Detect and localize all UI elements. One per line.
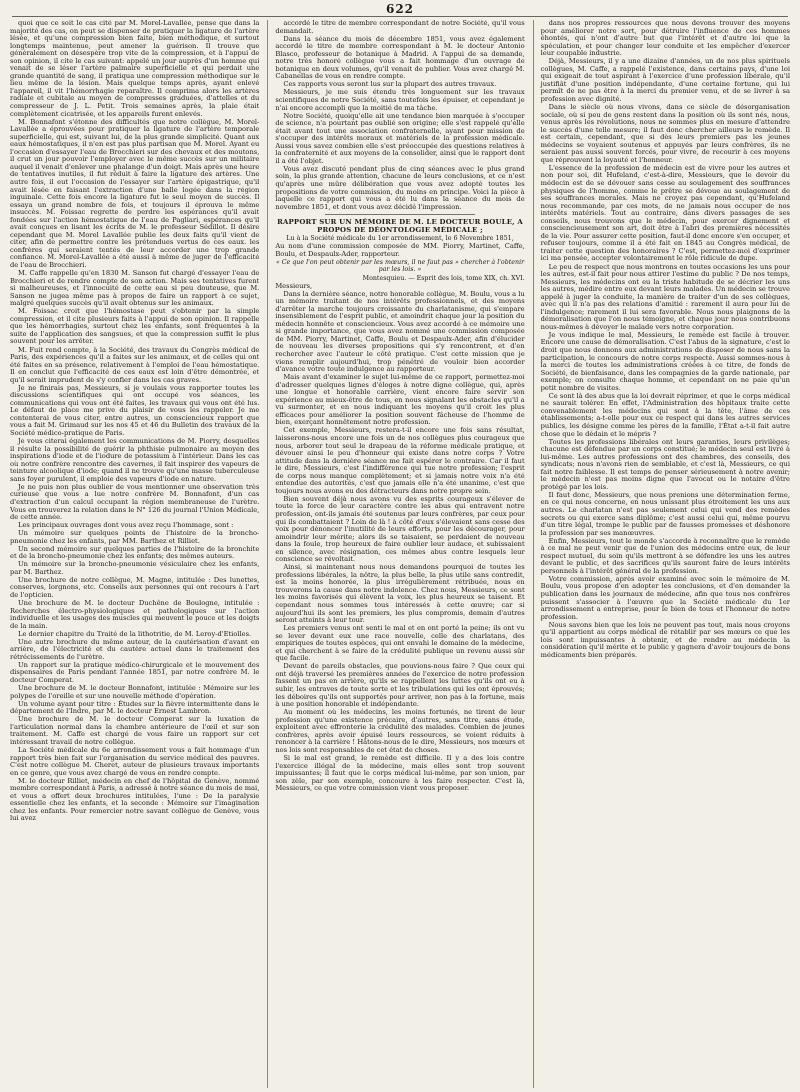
paragraph: Ainsi, si maintenant nous nous demandons pourquoi de toutes les professions libérales, la nôtre, la plus belle, la plus utile sans contredit, est la moins honorée, la plus irrégulièrement rétribuée, nous en trouverons la cause dans notre indolence. Chez nous, Messieurs, ce sont les moins favorisés qui élèvent la voix, les plus heureux se taisent. Et cependant nous sommes tous intéressés à cette œuvre; car si aujourd'hui ils sont les premiers, les plus compromis, demain d'autres seront atteints à leur tour. [275, 563, 525, 625]
epigraph: « Ce que l'on peut obtenir par les mœurs, il ne faut pas » chercher à l'obtenir par les lois. » [275, 258, 525, 274]
paragraph: Une brochure de M. le docteur Duchêne de Boulogne, intitulée : Recherches électro-physiologiques et pathologiques sur l'action individuelle et les usages des muscles qui meuvent le pouce et les doigts de la main. [10, 599, 260, 630]
paragraph: Une autre brochure du même auteur, de la cautérisation d'avant en arrière, de l'électricité et du cautère actuel dans le traitement des rétrécissements de l'urètre. [10, 637, 260, 661]
paragraph: Il faut donc, Messieurs, que nous prenions une détermination ferme, en ce qui nous concerne, en nous unissant plus étroitement les uns aux autres. Le charlatan n'est pas seulement celui qui vend des remèdes secrets ou qui exerce sans diplôme; c'est aussi celui qui, même pourvu d'un titre légal, trompe le public par de fausses promesses et déshonore la profession par ses manœuvres. [540, 490, 790, 537]
paragraph: Un mémoire sur quelques points de l'histoire de la broncho-pneumonie chez les enfants, par MM. Barthez et Rilliet. [10, 529, 260, 545]
paragraph: Une brochure de M. le docteur Comperat sur la luxation de l'articulation normal dans la chambre antérieure de l'œil et sur son traitement. M. Caffe est chargé de vous faire un rapport sur cet intéressant travail de notre collègue. [10, 715, 260, 746]
paragraph: Nous savons bien que les lois ne peuvent pas tout, mais nous croyons qu'il appartient au corps médical de rétablir par ses mœurs ce que les lois sont impuissantes à obtenir, et de rendre au médecin la considération qu'il mérite et le public y gagnera d'avoir toujours de bons médicaments bien préparés. [540, 620, 790, 659]
paragraph: Un second mémoire sur quelques parties de l'histoire de la bronchite et de la broncho-pneumonie chez les enfants; des mêmes auteurs. [10, 544, 260, 561]
paragraph: Dans la séance du mois de décembre 1851, vous avez également accordé le titre de membre correspondant à M. le docteur Antonio Blasco, professeur de botanique à Madrid. A l'appui de sa demande, notre très honoré collègue vous a fait hommage d'un ouvrage de botanique en deux volumes, qu'il venait de publier. Vous avez chargé M. Cabanellas de vous en rendre compte. [275, 34, 525, 81]
paragraph: M. Caffe rappelle qu'en 1830 M. Sanson fut chargé d'essayer l'eau de Brocchieri et de rendre compte de son action. Mais ses tentatives furent si malheureuses, et l'innocuité de cette eau si peu douteuse, que M. Sanson ne jugea même pas à propos de faire un rapport à ce sujet, malgré quelques succès qu'il avait obtenus sur les animaux. [10, 269, 260, 308]
paragraph: Une brochure de M. le docteur Bonnafont, intitulée : Mémoire sur les polypes de l'oreille et sur une nouvelle méthode d'opération. [10, 684, 260, 700]
report-body [275, 291, 524, 793]
epigraph-source: Montesquieu. — Esprit des lois, tome XIX, ch. XVI. [362, 274, 525, 282]
paragraph: quoi que ce soit le cas cité par M. Morel-Lavallée, pense que dans la majorité des cas, on peut se dispenser de pratiquer la ligature de l'artère lésée, et qu'une compression bien faite, bien méthodique, et surtout longtemps maintenue, peut amener la guérison. Il trouve que généralement on désespère trop vite de la compression, et à l'appui de son opinion, il cite le cas suivant: appelé un jour auprès d'un homme qui venait de se léser l'artère palmaire superficielle et qui perdait une grande quantité de sang, il pratiqua une compression méthodique sur le lieu même de la lésion. Mais quelque temps après, ayant enlevé l'appareil, il vit l'hémorrhagie reparaître. Il comprima alors les artères radiale et cubitale au moyen de compresses graduées, d'attelles et du compresseur de J. L. Petit. Trois semaines après, la plaie était complètement cicatrisée, et les appareils furent enlevés. [10, 20, 260, 118]
paragraph: Les premiers venus ont senti le mal et en ont porté la peine; ils ont vu se lever devant eux une race nouvelle, celle des charlatans, des empiriques de toutes espèces, qui ont envahi le domaine de la médecine, et qui cherchent à se faire de la crédulité publique un revenu aussi sûr que facile. [275, 624, 525, 663]
paragraph: accordé le titre de membre correspondant de notre Société, qu'il vous demandait. [275, 20, 525, 35]
header-rule [12, 16, 788, 17]
paragraph: M. le docteur Rilliet, médecin en chef de l'hôpital de Genève, nommé membre correspondant à Paris, a adressé à notre séance du mois de mai, et vous a offert deux brochures intitulées, l'une : De la paralysie essentielle chez les enfants, et la seconde : Mémoire sur l'imagination chez les enfants. Pour remercier notre savant collègue de Genève, vous lui avez [10, 776, 260, 823]
paragraph: Le peu de respect que nous montrons en toutes occasions les uns pour les autres, est-il fait pour nous attirer l'estime du public ? De nos temps, Messieurs, les médecins ont eu la triste habitude de se décrier les uns les autres, médire entre eux devant leurs malades. Un médecin se trouve appelé à juger la conduite, la manière de traiter d'un de ses collègues, avec qui il n'a pas des relations d'amitié : rarement il aura pour lui de l'indulgence; rarement il lui sera favorable. Nous nous plaignons de la démoralisation que l'on nous témoigne, et chaque jour nous contribuons nous-mêmes à dévoyer le malade vers notre corporation. [540, 262, 790, 331]
paragraph: dans nos propres ressources que nous devons trouver des moyens pour améliorer notre sort, pour détruire l'influence de ces hommes éhontés, qui n'ont d'autre but que l'intérêt et d'autre loi que la spéculation, et pour changer leur conduite et les empêcher d'exercer leur coupable industrie. [540, 20, 790, 58]
paragraph: Si le mal est grand, le remède est difficile. Il y a des lois contre l'exercice illégal de la médecine, mais elles sont trop souvent impuissantes; il faut que le corps médical lui-même, par son union, par son zèle, par son exemple, concoure à les faire respecter. C'est là, Messieurs, ce que votre commission vient vous proposer. [275, 753, 525, 793]
paragraph: M. Foissac croit que l'hémostase peut s'obtenir par la simple compression, et il cite plusieurs faits à l'appui de son opinion. Il rappelle que les hémorrhagies, surtout chez les enfants, sont fréquentes à la suite de l'application des sangsues, et que la compression suffit le plus souvent pour les arrêter. [10, 307, 260, 346]
paragraph: Vous avez discuté pendant plus de cinq séances avec le plus grand soin, la plus grande attention, chacune de leurs conclusions, et ce n'est qu'après une mûre délibération que vous avez adopté toutes les propositions de votre commission, du moins en principe. Voici la pièce à laquelle ce rapport qui vous a été lu dans la séance du mois de novembre 1851, et dont vous avez décidé l'impression. [275, 164, 525, 211]
paragraph: Dans le siècle où nous vivons, dans ce siècle de désorganisation sociale, où si peu de gens restent dans la position où ils sont nés, nous, venus après les révolutions, nous ne sommes plus en mesure d'attendre le succès d'une telle mesure; il faut donc chercher ailleurs le remède. Il est certain, cependant, que si dès leurs premiers pas les jeunes médecins se voyaient soutenus et appuyés par leurs confrères, ils ne seraient pas aussi souvent forcés, pour vivre, de recourir à ces moyens que réprouvent la loyauté et l'honneur. [540, 103, 790, 164]
middle-column [267, 20, 524, 1088]
paragraph: Je ne puis non plus oublier de vous mentionner une observation très curieuse que vous a lue notre confrère M. Bonnafont, d'un cas d'extraction d'un calcul occupant la région membraneuse de l'urètre. Vous en trouverez la relation dans le N° 126 du journal l'Union Médicale, de cette année. [10, 482, 260, 522]
paragraph: Au moment où les médecins, les moins fortunés, ne tirent de leur profession qu'une existence précaire, d'autres, sans titre, sans étude, exploitent avec effronterie la crédulité des malades. Combien de jeunes confrères, après avoir épuisé leurs ressources, se voient réduits à renoncer à la carrière ! Hâtons-nous de le dire, Messieurs, nos mœurs et nos lois sont responsables de cet état de choses. [275, 708, 525, 754]
paragraph: La Société médicale du 6e arrondissement vous a fait hommage d'un rapport très bien fait sur l'organisation du service médical des pauvres. C'est notre collègue M. Cheret, auteur de plusieurs travaux importants en ce genre, que vous avez chargé de vous en rendre compte. [10, 745, 260, 777]
paragraph: Une brochure de notre collègue, M. Magne, intitulée : Des lunettes, conserves, lorgnons, etc. Conseils aux personnes qui ont recours à l'art de l'opticien. [10, 575, 260, 600]
report-subheading: Lu à la Société médicale du 1er arrondissement, le 6 Novembre 1851, [286, 234, 514, 243]
paragraph: Les principaux ouvrages dont vous avez reçu l'hommage, sont : [18, 521, 234, 530]
paragraph: Cet exemple, Messieurs, restera-t-il encore une fois sans résultat, laisserons-nous encore une fois un de nos collègues plus courageux que nous, arborer tout seul le drapeau de la réforme médicale pratique, et dévouer ainsi le peu d'honneur qui existe dans notre corps ? Votre attitude dans la dernière séance me fait espérer le contraire. Car il faut le dire, Messieurs, c'est l'indifférence qui tue notre profession; l'esprit de corps nous manque complètement; et si jamais notre voix n'a été entendue des autorités, c'est que jamais elle n'a été unanime, c'est que toujours nous avons eu des détracteurs dans notre propre sein. [275, 426, 525, 495]
paragraph: Je vous citerai également les communications de M. Piorry, desquelles il résulte la possibilité de guérir la phthisie pulmonaire au moyen des inspirations d'iode et de l'iodure de potassium à l'intérieur. Dans les cas où notre confrère rencontre des cavernes, il fait inspirer des vapeurs de teinture alcoolique d'iode; quand il ne trouve qu'une masse tuberculeuse sans foyer purulent, il emploie des vapeurs d'iode en nature. [10, 437, 260, 483]
paragraph: Le dernier chapitre du Traité de la lithotritie, de M. Leroy-d'Etiolles. [18, 629, 252, 638]
paragraph: Ces rapports vous seront lus sur la plupart des autres travaux. [283, 80, 497, 89]
paragraph: Notre Société, quoiqu'elle ait une tendance bien marquée à s'occuper de science, n'a pourtant pas oublié son origine; elle s'est rappelé qu'elle était avant tout une association confraternelle, ayant pour mission de s'occuper des intérêts moraux et matériels de la profession médicale. Aussi vous savez combien elle s'est préoccupée des questions relatives à la confraternité et aux moyens de la consolider, ainsi que le rapport dont il a été l'objet. [275, 111, 525, 165]
paragraph: Ce sont là des abus que la loi devrait réprimer, et que le corps médical ne saurait tolérer. En effet, l'Administration des hôpitaux traite cette convenablement les médecins qui sont à la tête, l'âme de ces établissements; a-t-elle pour eux ce respect qui dans les autres services publics, les désigne comme les pères de la famille, l'État a-t-il fait autre chose que le dédain et le mépris ? [540, 391, 790, 438]
paragraph: L'essence de la profession de médecin est de vivre pour les autres et non pour soi, dit Hufeland, c'est-à-dire, Messieurs, que le devoir du médecin est de se dévouer sans cesse au soulagement des souffrances physiques de l'homme, comme le prêtre se dévoue au soulagement de ses souffrances morales. Mais ne croyez pas cependant, qu'Hufeland nous recommande, par ces mots, de ne jamais nous occuper de nos intérêts matériels. Tout au contraire, dans divers passages de ses conseils, nous trouvons que le médecin, pour exercer dignement et consciencieusement son art, doit être à l'abri des premières nécessités de la vie. Pour assurer cette position, faut-il donc encore s'en occuper, et refuser toujours, comme il a été fait en 1845 au Congrès médical, de traiter cette question des honoraires ? C'est, permettez-moi d'exprimer ici ma pensée, accepter volontairement le rôle ridicule de dupe. [540, 163, 790, 263]
text-columns [10, 20, 790, 1088]
report-heading: RAPPORT SUR UN MÉMOIRE DE M. LE DOCTEUR BOULE, A PROPOS DE DÉONTOLOGIE MÉDICALE ; [277, 218, 523, 234]
paragraph: Devant de pareils obstacles, que pouvions-nous faire ? Que ceux qui ont déjà traversé les premières années de l'exercice de notre profession fassent un pas en arrière, qu'ils se rappellent les luttes qu'ils ont eu à subir, les entraves de toute sorte et les tribulations qui les ont éprouvés; les déboires qu'ils ont supportés pour arriver, non pas à la fortune, mais à une position honorable et indépendante. [275, 662, 525, 709]
paragraph: Je vous indique le mal, Messieurs, le remède est facile à trouver. Encore une cause de démoralisation. C'est l'abus de la signature, c'est le droit que nous donnons aux administrations de disposer de nous sans la participation, le concours de notre corps respecté. Aussi sommes-nous à la merci de toutes les administrations créées à ce titre, de fonds de Société, de bienfaisance, dans les compagnies de la garde nationale, par exemple; on consulte chaque homme, et cependant on ne paie qu'un petit nombre de visites. [540, 330, 790, 392]
paragraph: Toutes les professions libérales ont leurs garanties, leurs privilèges; chacune est défendue par un corps constitué; le médecin seul est livré à lui-même. Les autres professions ont des chambres, des conseils, des syndicats; nous n'avons rien de semblable, et c'est là, Messieurs, ce qui fait notre faiblesse. Il est temps de penser sérieusement à notre avenir; le médecin n'est pas moins digne que l'avocat ou le notaire d'être protégé par les lois. [540, 437, 790, 491]
section-separator [325, 214, 475, 215]
paragraph: Enfin, Messieurs, tout le monde s'accorde à reconnaître que le remède à ce mal ne peut venir que de l'union des médecins entre eux, de leur respect mutuel, du soin qu'ils mettront à se défendre les uns les autres devant le public, et des sacrifices qu'ils sauront faire de leurs intérêts personnels à l'intérêt général de la profession. [540, 536, 790, 575]
paragraph: Messieurs, je me suis étendu très longuement sur les travaux scientifiques de notre Société, sans toutefois les épuiser, et cependant je n'ai encore accompli que la moitié de ma tâche. [275, 88, 525, 112]
paragraph: M. Fuit rend compte, à la Société, des travaux du Congrès médical de Paris, des expériences qu'il a faites sur les animaux, et de celles qui ont été faites en sa présence, relativement à l'emploi de l'eau hémostatique. Il en conclut que l'efficacité de ces eaux est loin d'être démontrée, et qu'il serait imprudent de s'y confier dans les cas graves. [10, 345, 260, 384]
page-number: 622 [385, 2, 415, 16]
paragraph: Un volume ayant pour titre : Études sur la fièvre intermittente dans le département de l'Indre, par M. le docteur Ernest Lambron. [10, 699, 260, 716]
paragraph: Un mémoire sur la broncho-pneumonie vésiculaire chez les enfants, par M. Barthez. [10, 560, 260, 576]
paragraph: Déjà, Messieurs, il y a une dizaine d'années, un de nos plus spirituels collègues, M. Caffe, a rappelé l'existence, dans certains pays, d'une loi qui exigeait de tout aspirant à l'exercice d'une profession libérale, qu'il justifiât d'une position indépendante, d'une certaine fortune, qui lui permît de ne pas être à la merci du premier venu, et de se livrer à sa profession avec dignité. [540, 57, 790, 103]
paragraph: Je ne finirais pas, Messieurs, si je voulais vous rapporter toutes les discussions scientifiques qui ont occupé vos séances, les communications qui vous ont été faites, les travaux qui vous ont été lus. Le défaut de place me prive du plaisir de vous les rappeler. Je me contenterai de vous citer, entre autres, un consciencieux rapport que vous a fait M. Grimaud sur les nos 45 et 46 du Bulletin des travaux de la Société médico-pratique de Paris. [10, 383, 260, 438]
left-column [10, 20, 259, 1088]
paragraph: Un rapport sur la pratique médico-chirurgicale et le mouvement des dispensaires de Paris pendant l'année 1851, par notre confrère M. le docteur Comperat. [10, 660, 260, 685]
paragraph: Mais avant d'examiner le sujet lui-même de ce rapport, permettez-moi d'adresser quelques lignes d'éloges à notre digne collègue, qui, après une longue et honorable carrière, vient encore faire servir son expérience au mieux-être de tous, en nous signalant les obstacles qu'il a vu surmonter, et en nous indiquant les moyens qu'il croit les plus efficaces pour améliorer la position souvent fâcheuse de l'homme de bien, exerçant honnêtement notre profession. [275, 373, 525, 427]
right-column [533, 20, 790, 1088]
paragraph: Dans la dernière séance, notre honorable collègue, M. Boulu, vous a lu un mémoire traitant de nos intérêts professionnels, et des moyens d'arrêter la marche toujours croissante du charlatanisme, qui s'empare insensiblement de l'esprit public, et amoindrit chaque jour la position du médecin honnête et consciencieux. Vous avez accordé à ce mémoire une si grande importance, que vous avez nommé une commission composée de MM. Piorry, Martinet, Caffe, Boulu et Despaulx-Ader, afin d'élucider de nouveau les diverses propositions qui s'y rencontrent, et d'en rechercher avec l'auteur le côté pratique. C'est cette mission que je viens remplir aujourd'hui, trop pénétré de vouloir bien accorder d'avance votre toute indulgence au rapporteur. [275, 289, 525, 374]
middle-top-paragraphs [275, 20, 524, 211]
salutation: Messieurs, [275, 281, 313, 290]
paragraph: M. Bonnafont s'étonne des difficultés que notre collègue, M. Morel-Lavallée a éprouvées pour pratiquer la ligature de l'artère temporale superficielle, qui est, suivant lui, de la plus grande simplicité. Quant aux eaux hémostatiques, il n'en est pas plus partisan que M. Morel. Ayant eu l'occasion d'essayer l'eau de Brocchieri sur des chevaux et des moutons, il crut un jour pouvoir l'employer avec le même succès sur un militaire auquel il venait d'enlever une phalange d'un doigt. Mais après une heure de tentatives inutiles, il fut réduit à faire la ligature des artères. Une autre fois, il eut l'occasion de l'essayer sur l'artère épigastrique, qu'il avait lésée en faisant l'extraction d'une balle logée dans la région inguinale. Cette fois encore la ligature fut le seul moyen de succès. Il essaya un grand nombre de fois, et toujours il éprouva le même insuccès. M. Foissac regrette de perdre les espérances qu'il avait fondées sur l'action hémostatique de l'eau de Pagliari, espérances qu'il avait conçues en lisant les écrits de M. le professeur Sédillot. Il désire cependant que M. Morel Lavallée publie les deux faits qu'il vient de citer, afin de permettre contre les prétendues vertus de ces eaux. les confrères qui seraient tentés de leur accorder une trop grande confiance. M. Morel-Lavallée a été aussi à même de juger de l'efficacité de l'eau de Brocchieri. [10, 117, 260, 269]
paragraph: Bien souvent déjà nous avons vu des esprits courageux s'élever de toute la force de leur caractère contre les abus qui entravent notre profession, ont-ils jamais été soutenus par leurs confrères, par ceux pour qui ils combattaient ? Loin de là ! à côté d'eux s'élevaient sans cesse des voix pour dénoncer l'inutilité de leurs efforts, pour les décourager, pour amoindrir leur mérite; alors ils se taisaient, se perdaient de nouveau dans la foule, trop heureux de faire oublier leur audace, et subissaient en silence, avec résignation, ces mêmes abus contre lesquels leur conscience se révoltait. [275, 494, 525, 564]
paragraph: Votre commission, après avoir examiné avec soin le mémoire de M. Boulu, vous propose d'en adopter les conclusions, et d'en demander la publication dans les journaux de médecine, afin que tous nos confrères puissent s'associer à l'œuvre que la Société médicale du 1er arrondissement a entreprise, pour le bien de tous et l'honneur de notre profession. [540, 574, 790, 621]
report-commission: Au nom d'une commission composée de MM. Piorry, Martinet, Caffe, Boulu, et Despaulx-Ader, rapporteur. [275, 242, 525, 258]
